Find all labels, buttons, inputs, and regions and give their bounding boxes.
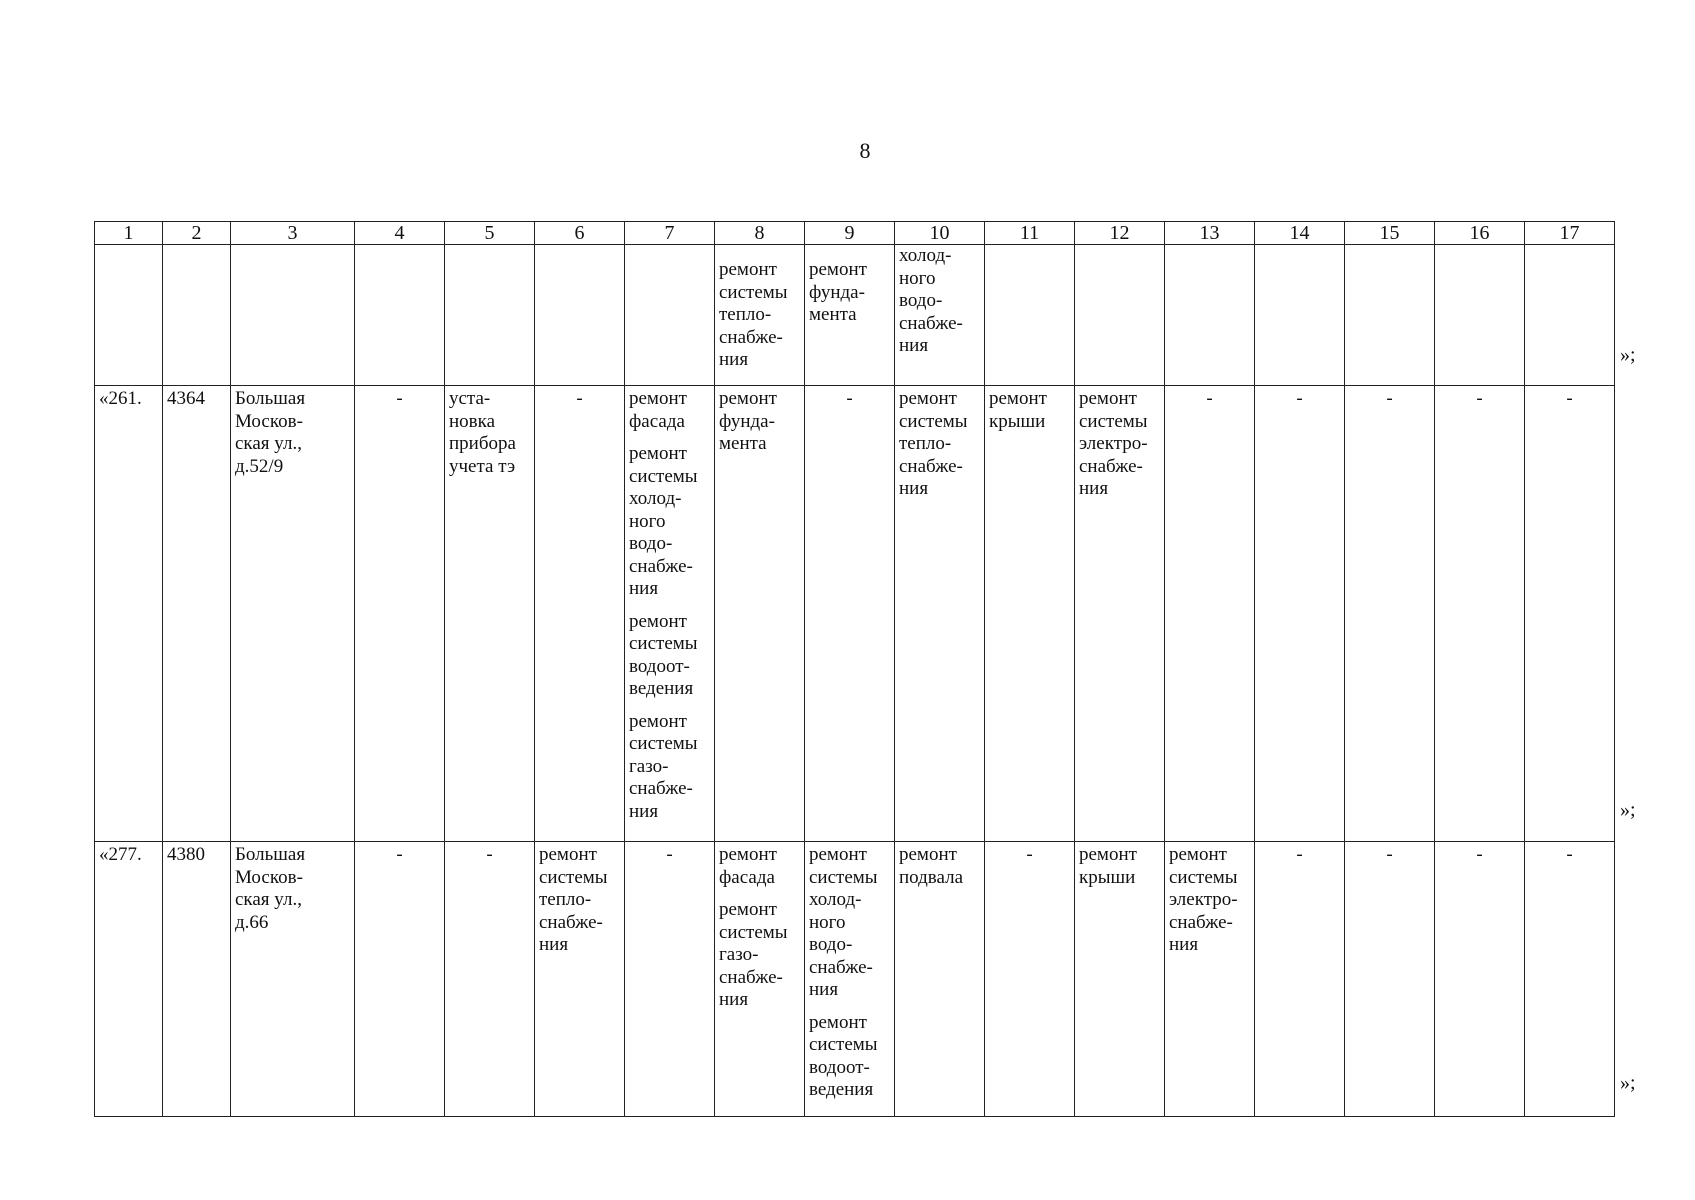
- table-cell: [1075, 245, 1165, 386]
- table-body: [95, 222, 1615, 1117]
- table-cell: [535, 386, 625, 842]
- table-cell: [895, 386, 985, 842]
- empty-dash: -: [1476, 844, 1483, 865]
- cell-text: ремонт системы тепло- снабже- ния: [899, 388, 968, 499]
- table-cell: [625, 842, 715, 1117]
- table-cell: [895, 245, 985, 386]
- table-cell: [715, 842, 805, 1117]
- empty-dash: -: [396, 844, 403, 865]
- table-cell: [1165, 386, 1255, 842]
- cell-text: ремонт фунда- мента: [719, 388, 777, 454]
- cell-text: ремонт системы электро- снабже- ния: [1079, 388, 1148, 499]
- table-cell: [95, 245, 163, 386]
- cell-text: «261.: [99, 388, 142, 409]
- repair-program-table: [94, 221, 1615, 1117]
- table-cell: [163, 386, 231, 842]
- column-number: 9: [805, 222, 895, 245]
- table-cell: [445, 245, 535, 386]
- column-number: 4: [355, 222, 445, 245]
- cell-text: ремонт подвала: [899, 844, 964, 888]
- column-number: 14: [1255, 222, 1345, 245]
- table-row: [95, 842, 1615, 1117]
- cell-text: ремонт фунда- мента: [809, 259, 867, 325]
- table-cell: [805, 386, 895, 842]
- table-cell: [535, 842, 625, 1117]
- empty-dash: -: [396, 388, 403, 409]
- table-cell: [1435, 842, 1525, 1117]
- table-cell: [95, 842, 163, 1117]
- column-number: 1: [95, 222, 163, 245]
- empty-dash: -: [1296, 388, 1303, 409]
- table-row: [95, 245, 1615, 386]
- table-cell: [1435, 386, 1525, 842]
- table-cell: [95, 386, 163, 842]
- empty-dash: -: [666, 844, 673, 865]
- row-closing-mark: »;: [1620, 1072, 1636, 1094]
- table-cell: [1255, 245, 1345, 386]
- table-cell: [1075, 842, 1165, 1117]
- empty-dash: -: [1296, 844, 1303, 865]
- cell-text: уста- новка прибора учета тэ: [449, 388, 516, 477]
- cell-text: 4380: [167, 844, 205, 865]
- column-number: 2: [163, 222, 231, 245]
- cell-text: ремонт системы холод- ного водо- снабже- ния: [809, 844, 878, 1000]
- table-cell: [445, 842, 535, 1117]
- table-cell: [985, 245, 1075, 386]
- cell-text: Большая Москов- ская ул., д.52/9: [235, 388, 306, 477]
- table-row: [95, 386, 1615, 842]
- cell-text: «277.: [99, 844, 142, 865]
- table-cell: [231, 386, 355, 842]
- cell-text: ремонт крыши: [989, 388, 1047, 432]
- cell-text: ремонт системы тепло- снабже- ния: [719, 259, 788, 370]
- table-cell: [715, 245, 805, 386]
- column-number-row: [95, 222, 1615, 245]
- empty-dash: -: [1386, 388, 1393, 409]
- table-cell: [355, 386, 445, 842]
- column-number: 8: [715, 222, 805, 245]
- cell-text: ремонт системы электро- снабже- ния: [1169, 844, 1238, 955]
- empty-dash: -: [1386, 844, 1393, 865]
- cell-text: холод- ного водо- снабже- ния: [899, 245, 963, 356]
- column-number: 5: [445, 222, 535, 245]
- empty-dash: -: [1566, 844, 1573, 865]
- table-cell: [805, 842, 895, 1117]
- table-cell: [1345, 245, 1435, 386]
- cell-text: ремонт системы холод- ного водо- снабже- ния: [629, 443, 698, 599]
- cell-text: ремонт крыши: [1079, 844, 1137, 888]
- cell-text: ремонт системы тепло- снабже- ния: [539, 844, 608, 955]
- empty-dash: -: [1476, 388, 1483, 409]
- cell-text: ремонт системы водоот- ведения: [809, 1011, 878, 1100]
- row-closing-mark: »;: [1620, 799, 1636, 821]
- table-cell: [1165, 245, 1255, 386]
- cell-text: Большая Москов- ская ул., д.66: [235, 844, 306, 933]
- table-cell: [715, 386, 805, 842]
- empty-dash: -: [1206, 388, 1213, 409]
- table-cell: [1435, 245, 1525, 386]
- cell-text: ремонт фасада: [719, 844, 777, 888]
- empty-dash: -: [486, 844, 493, 865]
- column-number: 15: [1345, 222, 1435, 245]
- table-cell: [445, 386, 535, 842]
- page-number: 8: [859, 138, 871, 163]
- column-number: 7: [625, 222, 715, 245]
- table-cell: [355, 842, 445, 1117]
- table-cell: [1255, 842, 1345, 1117]
- table-cell: [231, 842, 355, 1117]
- table-cell: [625, 386, 715, 842]
- cell-text: ремонт фасада: [629, 388, 687, 432]
- empty-dash: -: [846, 388, 853, 409]
- table-cell: [1525, 245, 1615, 386]
- table-cell: [163, 842, 231, 1117]
- table-cell: [231, 245, 355, 386]
- table-cell: [1525, 386, 1615, 842]
- table-cell: [1255, 386, 1345, 842]
- table-cell: [1165, 842, 1255, 1117]
- column-number: 16: [1435, 222, 1525, 245]
- table-cell: [625, 245, 715, 386]
- empty-dash: -: [576, 388, 583, 409]
- cell-text: 4364: [167, 388, 205, 409]
- table-cell: [1345, 386, 1435, 842]
- cell-text: ремонт системы водоот- ведения: [629, 610, 698, 699]
- column-number: 10: [895, 222, 985, 245]
- column-number: 17: [1525, 222, 1615, 245]
- cell-text: ремонт системы газо- снабже- ния: [719, 899, 788, 1010]
- table-cell: [985, 842, 1075, 1117]
- column-number: 13: [1165, 222, 1255, 245]
- empty-dash: -: [1026, 844, 1033, 865]
- column-number: 3: [231, 222, 355, 245]
- table-cell: [355, 245, 445, 386]
- table-cell: [985, 386, 1075, 842]
- column-number: 11: [985, 222, 1075, 245]
- empty-dash: -: [1566, 388, 1573, 409]
- column-number: 6: [535, 222, 625, 245]
- cell-text: ремонт системы газо- снабже- ния: [629, 710, 698, 822]
- table-cell: [895, 842, 985, 1117]
- table-cell: [163, 245, 231, 386]
- column-number: 12: [1075, 222, 1165, 245]
- row-closing-mark: »;: [1620, 344, 1636, 366]
- table-cell: [1345, 842, 1435, 1117]
- table-cell: [535, 245, 625, 386]
- table-cell: [805, 245, 895, 386]
- table-cell: [1525, 842, 1615, 1117]
- table-cell: [1075, 386, 1165, 842]
